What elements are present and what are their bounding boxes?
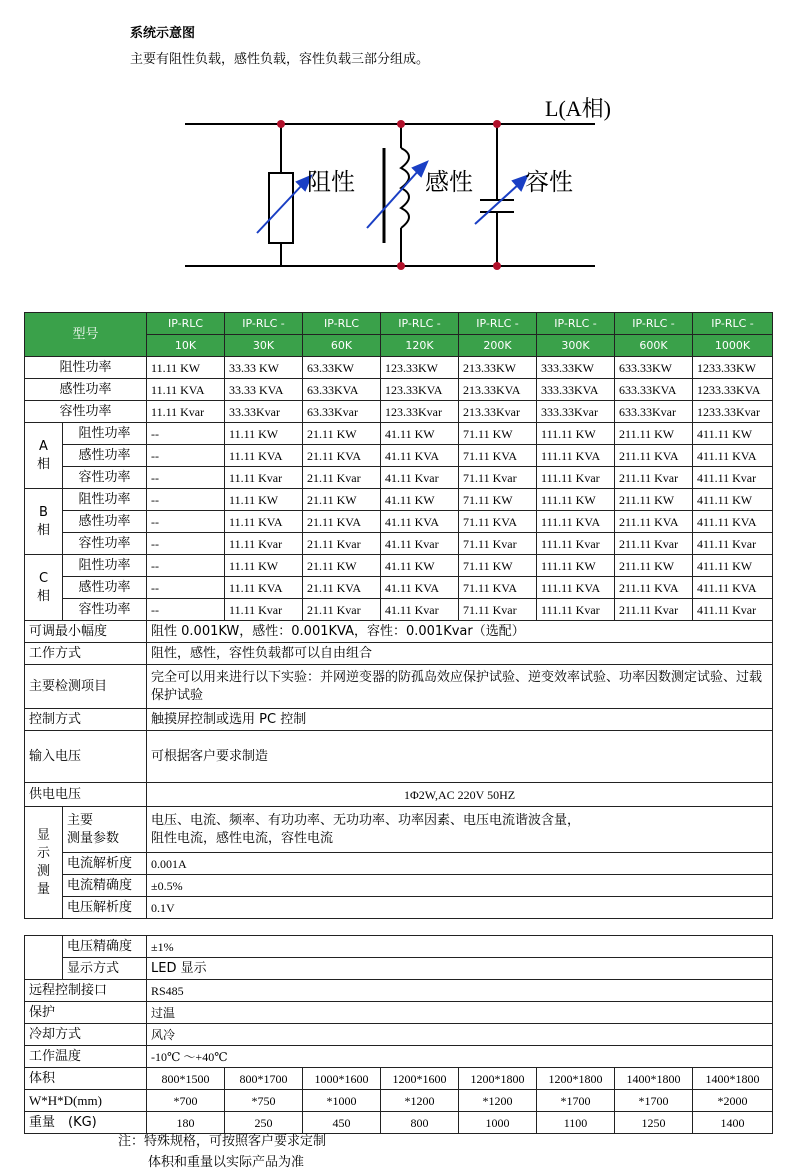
value-cell: 213.33KVA	[459, 379, 537, 401]
value-cell: 电压、电流、频率、有功功率、无功功率、功率因素、电压电流谐波含量， 阻性电流，感性电流，容性电流	[147, 807, 773, 853]
row-label: 容性功率	[25, 401, 147, 423]
value-cell: 411.11 KVA	[693, 511, 773, 533]
value-cell: 11.11 Kvar	[225, 599, 303, 621]
weight-cell: 800	[381, 1112, 459, 1134]
value-cell: 33.33 KW	[225, 357, 303, 379]
page-title: 系统示意图	[130, 26, 196, 41]
value-cell: 11.11 Kvar	[225, 533, 303, 555]
value-cell: 633.33Kvar	[615, 401, 693, 423]
table-row	[25, 489, 773, 511]
value-cell: --	[147, 489, 225, 511]
value-cell: 触摸屏控制或选用 PC 控制	[147, 709, 773, 731]
value-cell: ±0.5%	[147, 875, 773, 897]
value-cell: 风冷	[147, 1024, 773, 1046]
value-cell: 阻性，感性，容性负载都可以自由组合	[147, 643, 773, 665]
weight-cell: 1250	[615, 1112, 693, 1134]
value-cell: 21.11 Kvar	[303, 599, 381, 621]
row-label: 电流精确度	[63, 875, 147, 897]
table-row	[25, 445, 773, 467]
model-prefix: IP-RLC -	[615, 313, 693, 335]
value-cell: 11.11 Kvar	[147, 401, 225, 423]
value-cell: -10℃ ～+40℃	[147, 1046, 773, 1068]
volume-cell: *700	[147, 1090, 225, 1112]
row-label: 电压精确度	[63, 936, 147, 958]
value-cell: 33.33Kvar	[225, 401, 303, 423]
table-row	[25, 897, 773, 919]
row-label: 电流解析度	[63, 853, 147, 875]
value-cell: 213.33Kvar	[459, 401, 537, 423]
phase-group-label: A 相	[25, 423, 63, 489]
table-row	[25, 807, 773, 853]
value-cell: 211.11 KW	[615, 489, 693, 511]
note-line-1: 注：特殊规格，可按照客户要求定制	[118, 1134, 327, 1149]
value-cell: 41.11 KVA	[381, 511, 459, 533]
value-cell: --	[147, 533, 225, 555]
table-row	[25, 599, 773, 621]
value-cell: 21.11 KW	[303, 555, 381, 577]
table-row	[25, 511, 773, 533]
node-dot	[277, 120, 285, 128]
value-cell: 411.11 Kvar	[693, 467, 773, 489]
model-size: 60K	[303, 335, 381, 357]
display-group-label: 显 示 测 量	[25, 807, 63, 919]
row-label: 容性功率	[63, 599, 147, 621]
row-label: 冷却方式	[25, 1024, 147, 1046]
model-size: 120K	[381, 335, 459, 357]
phase-label: L(A相)	[545, 96, 611, 121]
table-row	[25, 936, 773, 958]
volume-cell: *1700	[615, 1090, 693, 1112]
table-row	[25, 1090, 773, 1112]
capacitive-label: 容性	[525, 168, 573, 196]
row-label: 工作温度	[25, 1046, 147, 1068]
value-cell: 111.11 Kvar	[537, 599, 615, 621]
value-cell: 411.11 KW	[693, 555, 773, 577]
value-cell: --	[147, 577, 225, 599]
row-label: 工作方式	[25, 643, 147, 665]
value-cell: 可根据客户要求制造	[147, 731, 773, 783]
value-cell: --	[147, 423, 225, 445]
value-cell: 411.11 Kvar	[693, 599, 773, 621]
table-row	[25, 401, 773, 423]
value-cell: 63.33Kvar	[303, 401, 381, 423]
table-row	[25, 643, 773, 665]
table-row	[25, 1002, 773, 1024]
table-row	[25, 731, 773, 783]
row-label: 主要检测项目	[25, 665, 147, 709]
value-cell: 111.11 KVA	[537, 577, 615, 599]
value-cell: 1233.33KVA	[693, 379, 773, 401]
row-label: 体积	[25, 1068, 147, 1090]
value-cell: --	[147, 599, 225, 621]
value-cell: 411.11 KVA	[693, 577, 773, 599]
value-cell: 41.11 KW	[381, 555, 459, 577]
value-cell: 1233.33KW	[693, 357, 773, 379]
value-cell: 11.11 Kvar	[225, 467, 303, 489]
value-cell: 11.11 KW	[225, 489, 303, 511]
row-label: 感性功率	[25, 379, 147, 401]
volume-cell: *1000	[303, 1090, 381, 1112]
value-cell: 71.11 KW	[459, 555, 537, 577]
volume-cell: *2000	[693, 1090, 773, 1112]
value-cell: 111.11 KW	[537, 489, 615, 511]
row-label: 电压解析度	[63, 897, 147, 919]
table-row	[25, 357, 773, 379]
row-label: 阻性功率	[63, 423, 147, 445]
volume-cell: *1200	[381, 1090, 459, 1112]
table-row	[25, 1024, 773, 1046]
model-prefix: IP-RLC -	[381, 313, 459, 335]
model-size: 200K	[459, 335, 537, 357]
value-cell: RS485	[147, 980, 773, 1002]
volume-cell: 1000*1600	[303, 1068, 381, 1090]
value-cell: 111.11 Kvar	[537, 467, 615, 489]
value-cell: 111.11 KW	[537, 423, 615, 445]
value-cell: 111.11 KW	[537, 555, 615, 577]
value-cell: 71.11 KVA	[459, 511, 537, 533]
value-cell: --	[147, 467, 225, 489]
spec-table	[24, 312, 773, 919]
value-cell: 41.11 KW	[381, 423, 459, 445]
row-label: 重量 (KG)	[25, 1112, 147, 1134]
value-cell: 21.11 KW	[303, 489, 381, 511]
value-cell: 11.11 KVA	[147, 379, 225, 401]
volume-cell: 800*1700	[225, 1068, 303, 1090]
value-cell: 11.11 KW	[225, 555, 303, 577]
value-cell: 71.11 KW	[459, 489, 537, 511]
table-row	[25, 555, 773, 577]
value-cell: 1Φ2W,AC 220V 50HZ	[147, 783, 773, 807]
value-cell: 21.11 KVA	[303, 445, 381, 467]
volume-cell: 1400*1800	[693, 1068, 773, 1090]
weight-cell: 1000	[459, 1112, 537, 1134]
value-cell: 411.11 Kvar	[693, 533, 773, 555]
value-cell: --	[147, 511, 225, 533]
volume-cell: 1200*1600	[381, 1068, 459, 1090]
value-cell: 123.33Kvar	[381, 401, 459, 423]
row-label: 远程控制接口	[25, 980, 147, 1002]
value-cell: 411.11 KVA	[693, 445, 773, 467]
volume-cell: 1400*1800	[615, 1068, 693, 1090]
row-label: 控制方式	[25, 709, 147, 731]
volume-cell: *750	[225, 1090, 303, 1112]
table-row	[25, 467, 773, 489]
model-prefix: IP-RLC -	[537, 313, 615, 335]
value-cell: 11.11 KW	[147, 357, 225, 379]
table-row	[25, 709, 773, 731]
value-cell: 211.11 Kvar	[615, 467, 693, 489]
value-cell: 0.1V	[147, 897, 773, 919]
value-cell: 211.11 KVA	[615, 511, 693, 533]
note-line-2: 体积和重量以实际产品为准	[148, 1155, 305, 1170]
value-cell: 21.11 KW	[303, 423, 381, 445]
row-label: 输入电压	[25, 731, 147, 783]
volume-cell: *1200	[459, 1090, 537, 1112]
table-row	[25, 621, 773, 643]
volume-cell: *1700	[537, 1090, 615, 1112]
value-cell: 41.11 KVA	[381, 577, 459, 599]
value-cell: LED 显示	[147, 958, 773, 980]
row-label: 容性功率	[63, 533, 147, 555]
table-row	[25, 423, 773, 445]
table-row	[25, 1068, 773, 1090]
value-cell: 123.33KVA	[381, 379, 459, 401]
model-size: 1000K	[693, 335, 773, 357]
value-cell: 71.11 Kvar	[459, 467, 537, 489]
value-cell: 211.11 Kvar	[615, 599, 693, 621]
model-size: 30K	[225, 335, 303, 357]
phase-group-label: B 相	[25, 489, 63, 555]
value-cell: 333.33Kvar	[537, 401, 615, 423]
model-prefix: IP-RLC -	[693, 313, 773, 335]
model-size: 600K	[615, 335, 693, 357]
value-cell: 21.11 Kvar	[303, 467, 381, 489]
value-cell: ±1%	[147, 936, 773, 958]
value-cell: 333.33KVA	[537, 379, 615, 401]
value-cell: 633.33KVA	[615, 379, 693, 401]
phase-group-label: C 相	[25, 555, 63, 621]
model-size: 10K	[147, 335, 225, 357]
row-label: 阻性功率	[63, 555, 147, 577]
row-label: 显示方式	[63, 958, 147, 980]
row-label: W*H*D(mm)	[25, 1090, 147, 1112]
value-cell: 211.11 KVA	[615, 445, 693, 467]
value-cell: 阻性 0.001KW，感性：0.001KVA，容性：0.001Kvar（选配）	[147, 621, 773, 643]
value-cell: 完全可以用来进行以下实验：并网逆变器的防孤岛效应保护试验、逆变效率试验、功率因数测定试验、过载保护试验	[147, 665, 773, 709]
model-prefix: IP-RLC	[303, 313, 381, 335]
value-cell: 63.33KVA	[303, 379, 381, 401]
weight-cell: 250	[225, 1112, 303, 1134]
value-cell: --	[147, 445, 225, 467]
value-cell: 111.11 Kvar	[537, 533, 615, 555]
value-cell: 211.11 KW	[615, 555, 693, 577]
value-cell: 41.11 Kvar	[381, 599, 459, 621]
table-row	[25, 875, 773, 897]
model-prefix: IP-RLC -	[459, 313, 537, 335]
row-label: 感性功率	[63, 511, 147, 533]
value-cell: 111.11 KVA	[537, 511, 615, 533]
row-label: 感性功率	[63, 445, 147, 467]
value-cell: --	[147, 555, 225, 577]
row-label: 供电电压	[25, 783, 147, 807]
value-cell: 211.11 KVA	[615, 577, 693, 599]
value-cell: 411.11 KW	[693, 489, 773, 511]
table-row	[25, 533, 773, 555]
value-cell: 11.11 KVA	[225, 577, 303, 599]
row-label: 可调最小幅度	[25, 621, 147, 643]
value-cell: 33.33 KVA	[225, 379, 303, 401]
circuit-diagram	[175, 88, 635, 288]
value-cell: 63.33KW	[303, 357, 381, 379]
volume-cell: 1200*1800	[537, 1068, 615, 1090]
value-cell: 213.33KW	[459, 357, 537, 379]
table-row	[25, 958, 773, 980]
value-cell: 333.33KW	[537, 357, 615, 379]
value-cell: 71.11 Kvar	[459, 599, 537, 621]
row-label: 容性功率	[63, 467, 147, 489]
value-cell: 71.11 KW	[459, 423, 537, 445]
value-cell: 21.11 KVA	[303, 511, 381, 533]
table-row	[25, 980, 773, 1002]
value-cell: 211.11 Kvar	[615, 533, 693, 555]
weight-cell: 1400	[693, 1112, 773, 1134]
value-cell: 过温	[147, 1002, 773, 1024]
value-cell: 1233.33Kvar	[693, 401, 773, 423]
value-cell: 21.11 KVA	[303, 577, 381, 599]
inductive-label: 感性	[425, 168, 473, 196]
model-header: 型号	[25, 313, 147, 357]
volume-cell: 1200*1800	[459, 1068, 537, 1090]
value-cell: 211.11 KW	[615, 423, 693, 445]
value-cell: 71.11 KVA	[459, 577, 537, 599]
table-row	[25, 313, 773, 335]
value-cell: 633.33KW	[615, 357, 693, 379]
volume-cell: 800*1500	[147, 1068, 225, 1090]
row-label: 阻性功率	[63, 489, 147, 511]
value-cell: 71.11 Kvar	[459, 533, 537, 555]
value-cell: 411.11 KW	[693, 423, 773, 445]
value-cell: 123.33KW	[381, 357, 459, 379]
intro-text: 主要有阻性负载，感性负载，容性负载三部分组成。	[130, 52, 430, 67]
value-cell: 71.11 KVA	[459, 445, 537, 467]
blank-cell	[25, 936, 63, 980]
model-prefix: IP-RLC -	[225, 313, 303, 335]
row-label: 主要 测量参数	[63, 807, 147, 853]
value-cell: 41.11 KVA	[381, 445, 459, 467]
resistive-label: 阻性	[307, 168, 355, 196]
model-size: 300K	[537, 335, 615, 357]
value-cell: 111.11 KVA	[537, 445, 615, 467]
value-cell: 11.11 KW	[225, 423, 303, 445]
row-label: 阻性功率	[25, 357, 147, 379]
value-cell: 41.11 KW	[381, 489, 459, 511]
row-label: 保护	[25, 1002, 147, 1024]
table-row	[25, 577, 773, 599]
table-row	[25, 783, 773, 807]
model-prefix: IP-RLC	[147, 313, 225, 335]
value-cell: 0.001A	[147, 853, 773, 875]
value-cell: 11.11 KVA	[225, 511, 303, 533]
table-row	[25, 379, 773, 401]
row-label: 感性功率	[63, 577, 147, 599]
value-cell: 41.11 Kvar	[381, 467, 459, 489]
spec-table-continued	[24, 935, 773, 1134]
value-cell: 41.11 Kvar	[381, 533, 459, 555]
value-cell: 21.11 Kvar	[303, 533, 381, 555]
weight-cell: 1100	[537, 1112, 615, 1134]
table-row	[25, 665, 773, 709]
table-row	[25, 1046, 773, 1068]
weight-cell: 450	[303, 1112, 381, 1134]
value-cell: 11.11 KVA	[225, 445, 303, 467]
table-row	[25, 853, 773, 875]
weight-cell: 180	[147, 1112, 225, 1134]
